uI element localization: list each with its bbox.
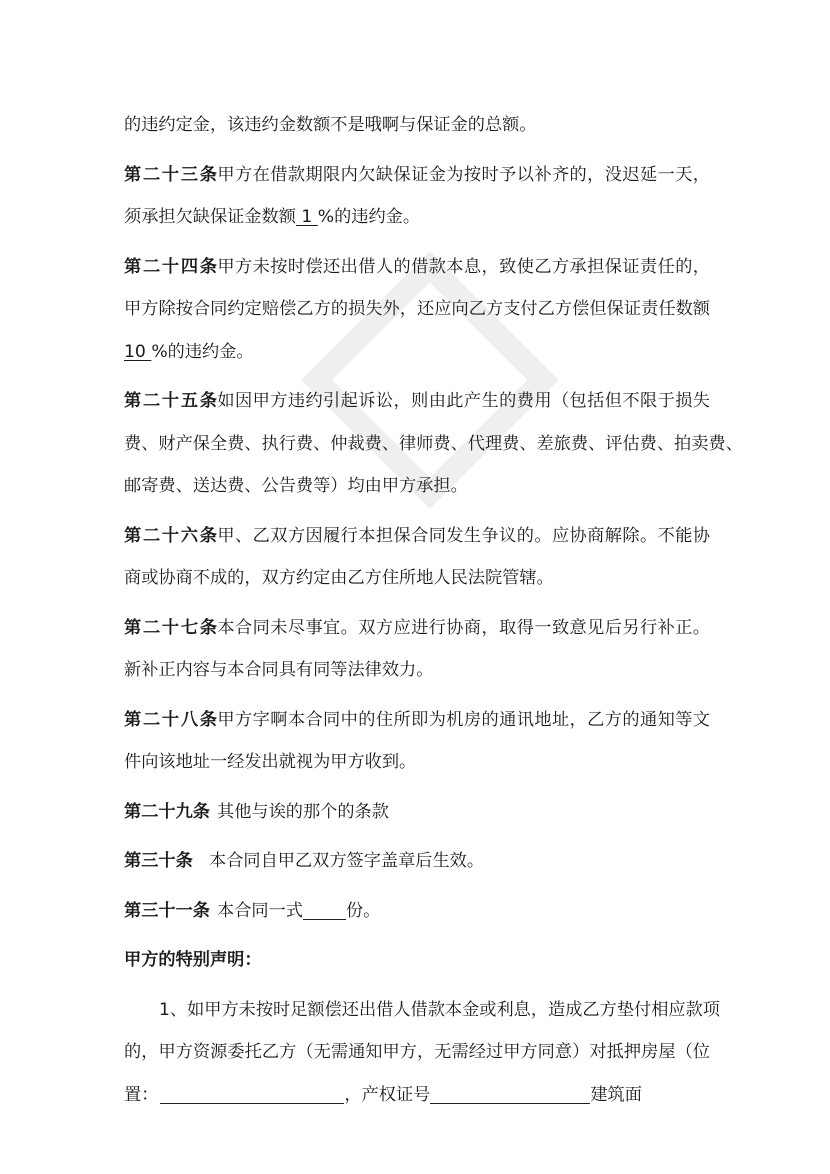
- article-31: [124, 890, 710, 933]
- article-label: 第三十条: [124, 851, 193, 871]
- text: 甲、乙双方因履行本担保合同发生争议的。应协商解除。不能协: [217, 525, 710, 546]
- text-line: 的，甲方资源委托乙方（无需通知甲方，无需经过甲方同意）对抵押房屋（位: [124, 1042, 710, 1062]
- text-line: 费、财产保全费、执行费、仲裁费、律师费、代理费、差旅费、评估费、拍卖费、: [124, 433, 743, 454]
- article-24: [124, 246, 710, 374]
- text-line: 件向该地址一经发出就视为甲方收到。: [124, 752, 417, 772]
- article-26: [124, 515, 710, 600]
- text-line: 新补正内容与本合同具有同等法律效力。: [124, 660, 434, 680]
- text: 甲方未按时偿还出借人的借款本息，致使乙方承担保证责任的，: [217, 256, 710, 277]
- article-label: 第二十四条: [124, 256, 217, 277]
- article-28: [124, 699, 710, 784]
- declaration-item-1: [124, 989, 720, 1117]
- penalty-rate-blank: 1: [295, 207, 318, 227]
- text-line: 甲方除按合同约定赔偿乙方的损失外，还应向乙方支付乙方偿但保证责任数额: [124, 299, 710, 319]
- text: %的违约金。: [317, 207, 421, 227]
- article-label: 第二十六条: [124, 525, 217, 546]
- article-29: [124, 791, 710, 834]
- text: 置：: [124, 1084, 159, 1105]
- text-line: 商或协商不成的，双方约定由乙方住所地人民法院管辖。: [124, 568, 554, 588]
- article-label: 第二十九条: [124, 801, 210, 822]
- copies-blank: [303, 897, 346, 920]
- text-line: 的违约定金，该违约金数额不是哦啊与保证金的总额。: [124, 115, 537, 135]
- article-label: 第三十一条: [124, 900, 210, 921]
- penalty-rate-blank: 10: [124, 341, 152, 362]
- article-23: [124, 154, 710, 239]
- text: 本合同一式: [217, 900, 303, 921]
- text: 甲方在借款期限内欠缺保证金为按时予以补齐的，没迟延一天，: [217, 164, 710, 185]
- article-label: 第二十五条: [124, 391, 217, 411]
- text: %的违约金。: [151, 341, 254, 362]
- document-page: [124, 104, 743, 1123]
- text-line: 邮寄费、送达费、公告费等）均由甲方承担。: [124, 476, 468, 496]
- article-25: [124, 380, 743, 508]
- text: 如因甲方违约引起诉讼，则由此产生的费用（包括但不限于损失: [217, 391, 710, 411]
- text: 建筑面: [590, 1084, 642, 1105]
- text: 须承担欠缺保证金数额: [124, 207, 296, 227]
- text: 本合同自甲乙双方签字盖章后生效。: [209, 851, 485, 871]
- text: 本合同未尽事宜。双方应进行协商，取得一致意见后另行补正。: [217, 617, 710, 638]
- article-30: [124, 840, 710, 883]
- text: 份。: [345, 900, 381, 921]
- text: ，产权证号: [344, 1084, 431, 1105]
- declaration-title: 甲方的特别声明：: [124, 950, 262, 970]
- article-label: 第二十八条: [124, 709, 217, 730]
- location-blank: [160, 1081, 344, 1104]
- text-line: 1、如甲方未按时足额偿还出借人借款本金或利息，造成乙方垫付相应款项: [159, 999, 720, 1020]
- article-label: 第二十三条: [124, 164, 217, 185]
- text: 甲方字啊本合同中的住所即为机房的通讯地址，乙方的通知等文: [217, 709, 710, 730]
- text: 其他与诶的那个的条款: [217, 801, 389, 822]
- article-label: 第二十七条: [124, 617, 217, 638]
- property-cert-blank: [430, 1081, 590, 1104]
- article-27: [124, 607, 710, 692]
